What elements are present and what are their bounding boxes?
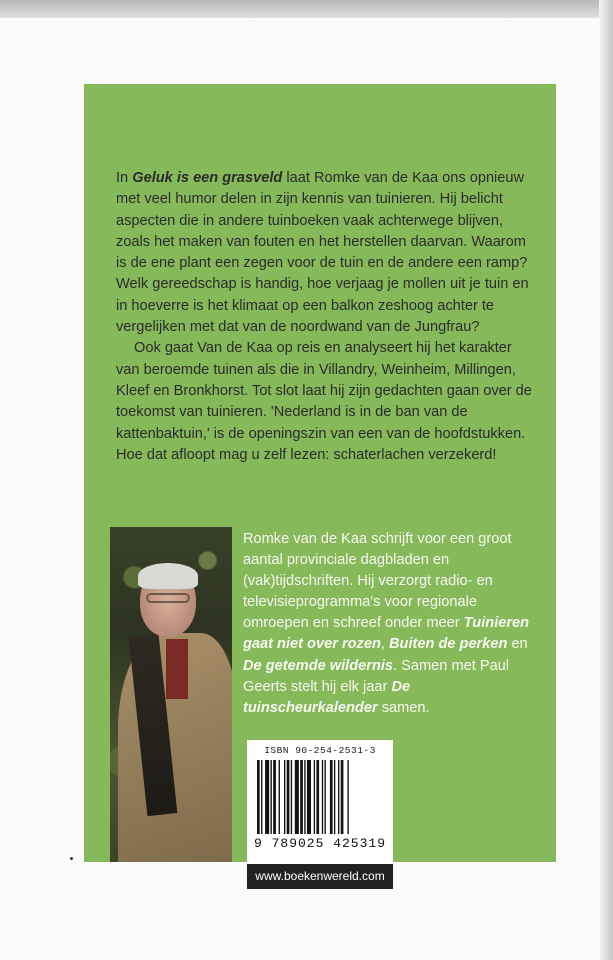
barcode-digits: 9 789025 425319 [253,836,387,851]
bio-book-title: Buiten de perken [388,636,508,653]
photo-shirt [166,639,188,699]
photo-glasses [146,593,190,603]
bio-book-title: De tuinscheurkalender [243,678,411,716]
blurb-text: In [116,170,133,186]
bio-text: samen. [377,699,430,716]
isbn-label: ISBN 90-254-2531-3 [264,745,376,756]
blurb-paragraph-1 [116,168,536,338]
blurb-text: laat Romke van de Kaa ons opnieuw met veel humor delen in zijn kennis van tuinieren. Hij belicht aspecten die in andere tuinboeken vaak achterwege blijven, zoals het maken van fouten en het herstellen daarvan. Waarom is de ene plant een zegen voor de tuin en de andere een ramp? Welk gereedschap is handig, hoe verjaag je mollen uit je tuin en in hoeverre is het klimaat op een balkon zeshoog achter te vergelijken met dat van de noordwand van de Jungfrau? [116,170,529,336]
barcode-icon [255,760,385,836]
book-right-edge [599,0,613,960]
bio-book-title: De getemde wildernis [243,657,394,674]
barcode-box [247,740,393,864]
photo-hair [138,563,198,589]
bio-separator: , [380,636,389,653]
author-photo [110,527,232,862]
website-url: www.boekenwereld.com [247,864,393,889]
print-speck [70,857,73,860]
bio-text: . Samen met Paul Geerts stelt hij elk jaar [243,657,510,695]
book-blurb [116,168,536,466]
bio-separator: en [507,636,528,653]
blurb-paragraph-2: Ook gaat Van de Kaa op reis en analyseert hij het karakter van beroemde tuinen als die in Villandry, Weinheim, Millingen, Kleef en Bronkhorst. Tot slot laat hij zijn gedachten gaan over de toekomst van tuinieren. 'Nederland is in de ban van de kattenbaktuin,' is de openingszin van een van de hoofdstukken. Hoe dat afloopt mag u zelf lezen: schaterlachen verzekerd! [116,340,532,463]
bio-text: Romke van de Kaa schrijft voor een groot aantal provinciale dagbladen en (vak)tijdschriften. Hij verzorgt radio- en televisieprogramma's voor regionale omroepen en schreef onder meer [243,531,512,632]
author-bio [243,529,543,719]
bio-book-title: Tuinieren gaat niet over rozen [243,615,530,653]
book-title: Geluk is een grasveld [132,170,283,186]
